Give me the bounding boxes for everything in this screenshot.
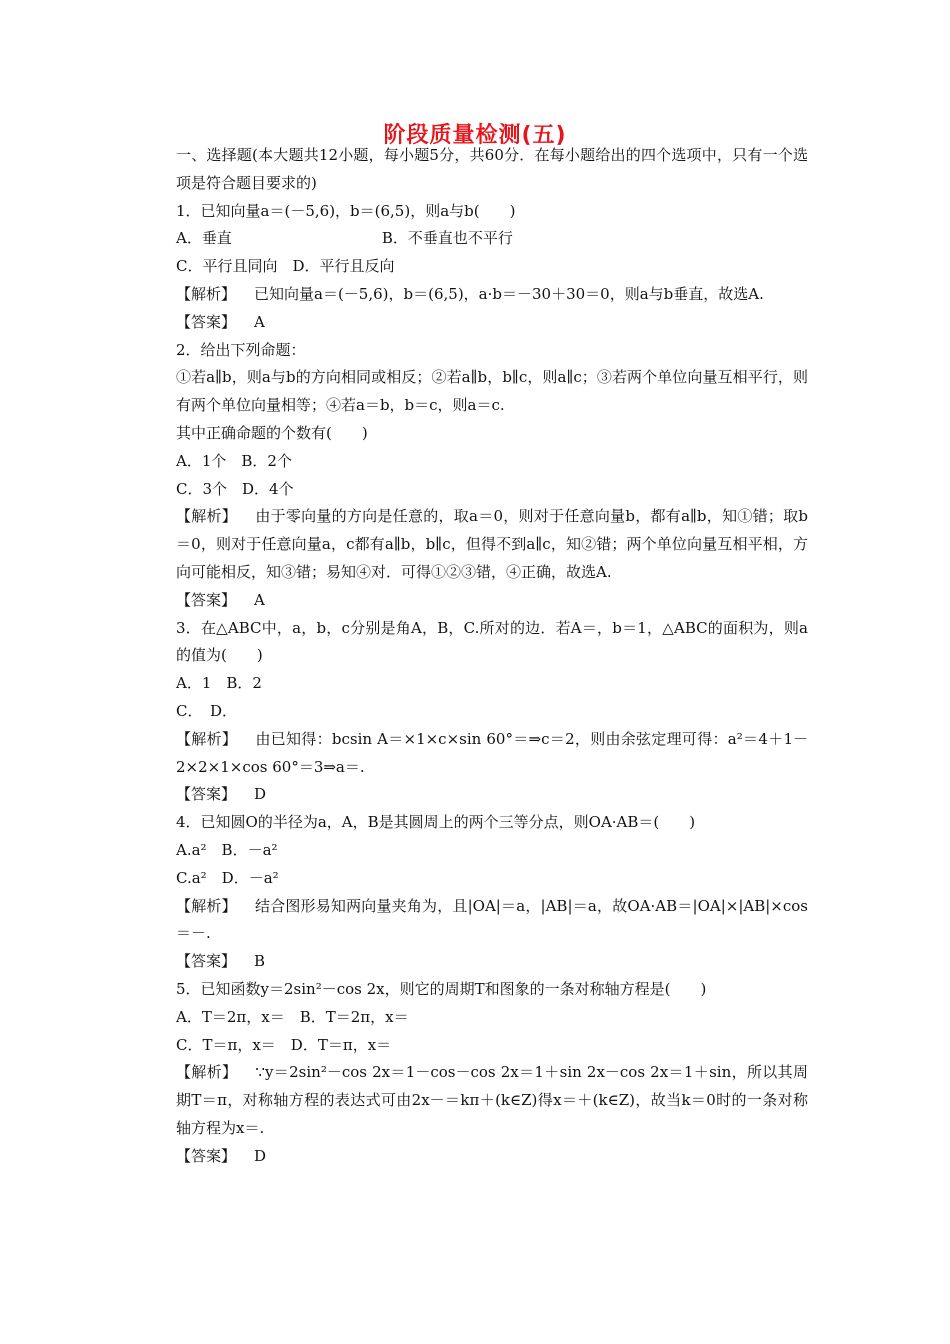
text-line [144,198,808,226]
line-text: 5．已知函数y＝2sin²－cos 2x，则它的周期T和图象的一条对称轴方程是( ) [176,979,707,998]
text-line [144,448,808,476]
text-line [144,976,808,1004]
analysis-line [144,726,808,782]
line-text: B [254,952,266,971]
line-text: D [254,1146,267,1165]
page-title: 阶段质量检测(五) [383,123,567,148]
line-label: 【解析】 [176,1063,238,1082]
line-text: 2．给出下列命题： [176,340,306,359]
text-line [144,865,808,893]
line-text: 结合图形易知两向量夹角为，且|OA|＝a，|AB|＝a，故OA·AB＝|OA|×|AB|×cos＝－. [176,896,808,943]
text-line [144,698,808,726]
line-text: 由已知得：bcsin A＝×1×c×sin 60°＝⇒c＝2，则由余弦定理可得：a²＝4＋1－2×2×1×cos 60°＝3⇒a＝. [176,729,808,776]
answer-line [144,587,808,615]
line-text: A [254,312,265,331]
line-label: 【解析】 [176,729,238,748]
line-label: 【解析】 [176,507,238,526]
line-text: ①若a∥b，则a与b的方向相同或相反；②若a∥b，b∥c，则a∥c；③若两个单位向量互相平行，则有两个单位向量相等；④若a＝b，b＝c，则a＝c. [176,368,808,415]
line-text: 4．已知圆O的半径为a，A，B是其圆周上的两个三等分点，则OA·AB＝( ) [176,813,696,832]
text-line [144,420,808,448]
text-line [144,670,808,698]
line-label: 【答案】 [176,1146,237,1165]
line-text: A．1个 B．2个 [176,451,292,470]
text-line [144,837,808,865]
answer-line [144,948,808,976]
document-body [144,142,808,1170]
line-label: 【答案】 [176,785,237,804]
text-line [144,615,808,671]
line-text: 一、选择题(本大题共12小题，每小题5分，共60分．在每小题给出的四个选项中，只有一个选项是符合题目要求的) [176,146,808,192]
analysis-line [144,281,808,309]
line-text: C．3个 D．4个 [176,479,294,498]
line-text: A.a² B．－a² [176,840,278,859]
line-text: C． D． [176,701,238,720]
text-line [144,337,808,365]
line-label: 【答案】 [176,952,237,971]
line-label: 【解析】 [176,896,237,915]
line-text: 1．已知向量a＝(－5,6)，b＝(6,5)，则a与b( ) [176,201,516,220]
text-line [144,225,808,253]
line-text: A [254,590,265,609]
line-text: C．平行且同向 D．平行且反向 [176,257,395,276]
analysis-line [144,503,808,586]
text-line [144,364,808,420]
line-text: ∵y＝2sin²－cos 2x＝1－cos－cos 2x＝1＋sin 2x－cos 2x＝1＋sin，所以其周期T＝π，对称轴方程的表达式可由2x－＝kπ＋(k∈Z)得x＝＋(k∈Z)，故当k＝0时的一条对称轴方程为x＝. [176,1063,808,1137]
line-label: 【答案】 [176,312,237,331]
text-line [144,1032,808,1060]
text-line [144,476,808,504]
answer-line [144,781,808,809]
line-text: 已知向量a＝(－5,6)，b＝(6,5)，a·b＝－30＋30＝0，则a与b垂直，故选A. [254,284,764,303]
text-line [144,253,808,281]
line-text: C.a² D．－a² [176,868,279,887]
text-line [144,809,808,837]
analysis-line [144,1059,808,1142]
line-text: A．垂直 B．不垂直也不平行 [176,229,513,248]
text-line [144,1004,808,1032]
line-text: D [254,785,267,804]
answer-line [144,309,808,337]
line-text: C．T＝π，x＝ D．T＝π，x＝ [176,1035,392,1054]
line-label: 【答案】 [176,590,237,609]
answer-line [144,1143,808,1171]
line-text: 其中正确命题的个数有( ) [176,423,368,442]
analysis-line [144,893,808,949]
line-label: 【解析】 [176,284,237,303]
text-line [144,142,808,198]
line-text: A．T＝2π，x＝ B．T＝2π，x＝ [176,1007,409,1026]
line-text: A．1 B．2 [176,674,262,693]
line-text: 3．在△ABC中，a，b，c分别是角A，B，C.所对的边．若A＝，b＝1，△ABC的面积为，则a的值为( ) [176,618,808,665]
line-text: 由于零向量的方向是任意的，取a＝0，则对于任意向量b，都有a∥b，知①错；取b＝0，则对于任意向量a，c都有a∥b，b∥c，但得不到a∥c，知②错；两个单位向量互相平相，方向可能相反，知③错；易知④对．可得①②③错，④正确，故选A. [176,507,808,581]
